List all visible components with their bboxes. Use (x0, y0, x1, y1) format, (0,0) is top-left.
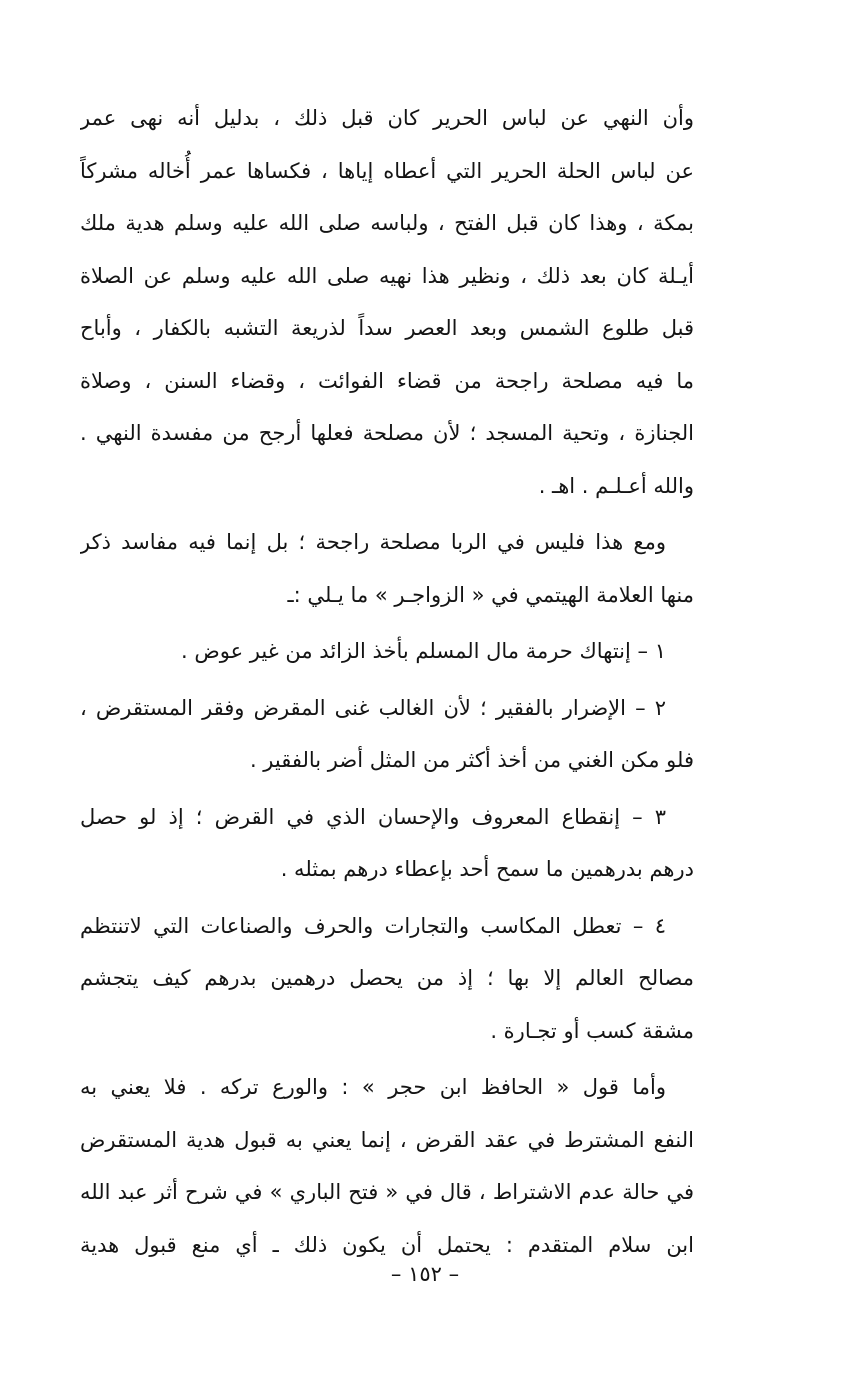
list-item-3 (80, 791, 694, 896)
paragraph-usury-harms-intro (80, 516, 694, 621)
paragraph-silk-ruling (80, 92, 694, 512)
text-line: الجنازة ، وتحية المسجد ؛ لأن مصلحة فعلها أرجح من مفسدة النهي . (80, 421, 694, 445)
text-line: ما فيه مصلحة راجحة من قضاء الفوائت ، وقضاء السنن ، وصلاة (80, 368, 694, 393)
list-item-2 (80, 682, 694, 787)
text-line: وأما قول « الحافظ ابن حجر » : والورع تركه . فلا يعني به (80, 1075, 666, 1099)
page-body (80, 92, 694, 1275)
text-line: في حالة عدم الاشتراط ، قال في « فتح الباري » في شرح أثر عبد الله (80, 1180, 694, 1204)
text-line: درهم بدرهمين ما سمح أحد بإعطاء درهم بمثله . (280, 857, 694, 881)
text-line: ٣ – إنقطاع المعروف والإحسان الذي في القرض ؛ إذ لو حصل (80, 804, 666, 829)
list-item-1 (80, 625, 694, 678)
text-line: ١ – إنتهاك حرمة مال المسلم بأخذ الزائد من غير عوض . (181, 639, 666, 663)
text-line: مصالح العالم إلا بها ؛ إذ من يحصل درهمين بدرهم كيف يتجشم (80, 966, 694, 990)
text-line: ٢ – الإضرار بالفقير ؛ لأن الغالب غنى المقرض وفقر المستقرض ، (80, 695, 666, 720)
page-number: – ١٥٢ – (390, 1262, 460, 1286)
text-line: ٤ – تعطل المكاسب والتجارات والحرف والصناعات التي لاتنتظم (80, 913, 666, 938)
text-line: فلو مكن الغني من أخذ أكثر من المثل أضر بالفقير . (249, 748, 694, 772)
paragraph-ibn-hajar (80, 1061, 694, 1271)
text-line: النفع المشترط في عقد القرض ، إنما يعني به قبول هدية المستقرض (80, 1127, 694, 1152)
list-item-4 (80, 900, 694, 1058)
text-line: والله أعـلـم . اهـ . (538, 473, 694, 498)
text-line: قبل طلوع الشمس وبعد العصر سداً لذريعة التشبه بالكفار ، وأباح (80, 316, 694, 340)
text-line: عن لباس الحلة الحرير التي أعطاه إياها ، فكساها عمر أُخاله مشركاً (80, 158, 694, 183)
text-line: ابن سلام المتقدم : يحتمل أن يكون ذلك ـ أي منع قبول هدية (80, 1232, 694, 1257)
text-line: وأن النهي عن لباس الحرير كان قبل ذلك ، بدليل أنه نهى عمر (80, 106, 694, 130)
text-line: ومع هذا فليس في الربا مصلحة راجحة ؛ بل إنما فيه مفاسد ذكر (80, 530, 666, 554)
text-line: أيـلة كان بعد ذلك ، ونظير هذا نهيه صلى الله عليه وسلم عن الصلاة (80, 263, 694, 288)
text-line: مشقة كسب أو تجـارة . (490, 1018, 694, 1043)
text-line: منها العلامة الهيتمي في « الزواجـر » ما يـلي :ـ (287, 582, 694, 607)
text-line: بمكة ، وهذا كان قبل الفتح ، ولباسه صلى الله عليه وسلم هدية ملك (80, 211, 694, 235)
